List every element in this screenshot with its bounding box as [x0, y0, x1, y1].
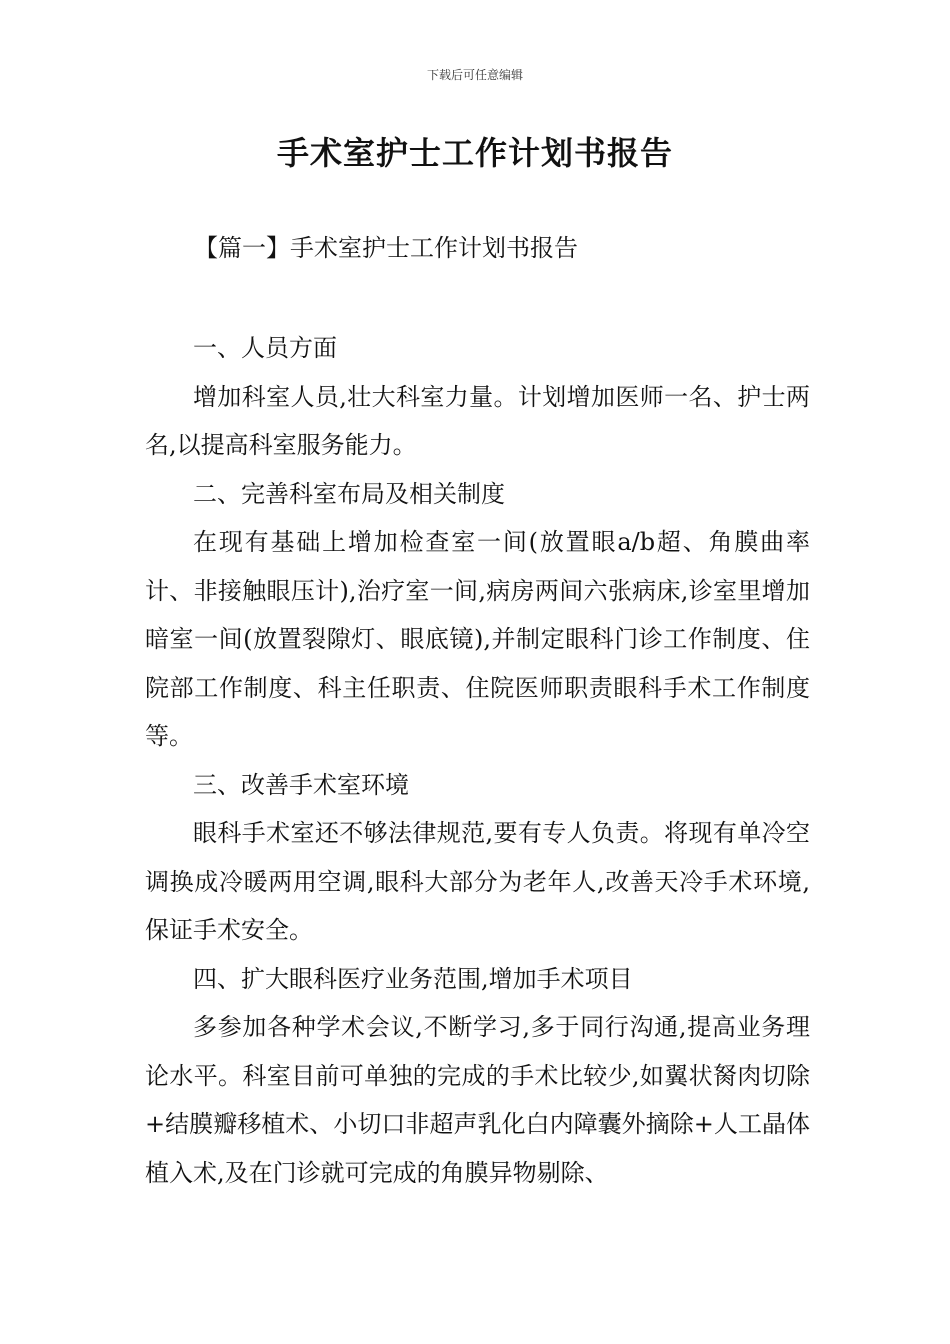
paragraph-2: 在现有基础上增加检查室一间(放置眼a/b超、角膜曲率计、非接触眼压计),治疗室一间,病房两间六张病床,诊室里增加暗室一间(放置裂隙灯、眼底镜),并制定眼科门诊工作制度、住院部工作制度、科主任职责、住院医师职责眼科手术工作制度等。 [145, 528, 810, 750]
paragraph-1: 增加科室人员,壮大科室力量。计划增加医师一名、护士两名,以提高科室服务能力。 [145, 382, 810, 459]
section-heading-3: 三、改善手术室环境 [193, 770, 409, 799]
document-body [145, 324, 810, 1197]
header-note: 下载后可任意编辑 [426, 68, 523, 82]
section-heading-1: 一、人员方面 [193, 334, 337, 362]
page-title: 手术室护士工作计划书报告 [276, 134, 673, 172]
section-heading-2: 二、完善科室布局及相关制度 [193, 479, 505, 508]
section-heading-4: 四、扩大眼科医疗业务范围,增加手术项目 [193, 964, 633, 993]
paragraph-3: 眼科手术室还不够法律规范,要有专人负责。将现有单冷空调换成冷暖两用空调,眼科大部分为老年人,改善天冷手术环境,保证手术安全。 [145, 819, 810, 944]
paragraph-4: 多参加各种学术会议,不断学习,多于同行沟通,提高业务理论水平。科室目前可单独的完成的手术比较少,如翼状胬肉切除+结膜瓣移植术、小切口非超声乳化白内障囊外摘除+人工晶体植入术,及在门诊就可完成的角膜异物剔除、 [145, 1013, 810, 1187]
chapter-heading: 【篇一】手术室护士工作计划书报告 [194, 234, 578, 262]
